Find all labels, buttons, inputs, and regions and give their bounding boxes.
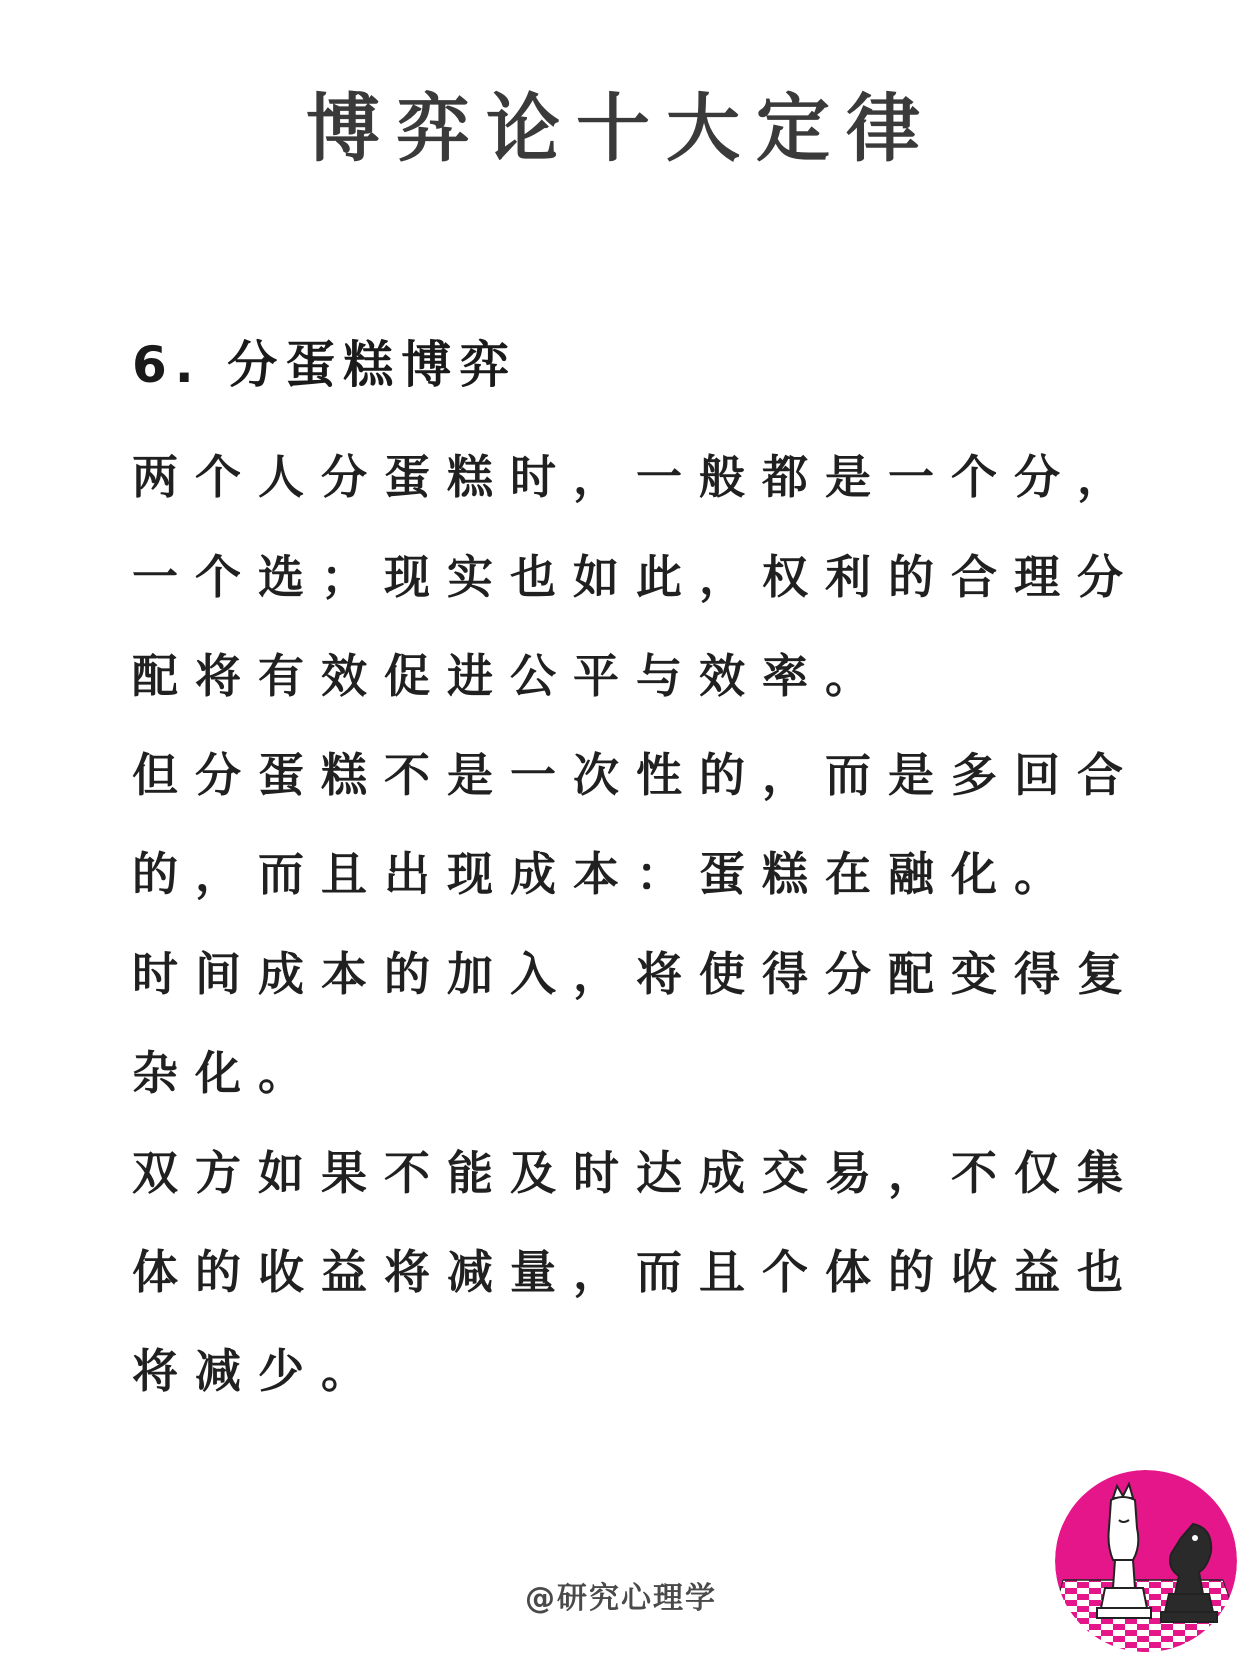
- body-line: 时间成本的加入，将使得分配变得复: [132, 947, 1140, 1001]
- page-title: 博弈论十大定律: [306, 86, 936, 172]
- body-line: 将减少。: [132, 1344, 384, 1398]
- body-line: 配将有效促进公平与效率。: [132, 649, 888, 703]
- body-line: 一个选；现实也如此，权利的合理分: [132, 550, 1140, 604]
- section-heading: 6. 分蛋糕博弈: [132, 336, 518, 394]
- body-line: 杂化。: [132, 1046, 321, 1100]
- chess-pieces-icon: [1053, 1468, 1239, 1654]
- body-line: 的，而且出现成本：蛋糕在融化。: [132, 847, 1077, 901]
- body-line: 体的收益将减量，而且个体的收益也: [132, 1245, 1140, 1299]
- body-line: 双方如果不能及时达成交易，不仅集: [132, 1146, 1140, 1200]
- body-line: 但分蛋糕不是一次性的，而是多回合: [132, 748, 1140, 802]
- author-handle: @研究心理学: [525, 1581, 717, 1616]
- body-line: 两个人分蛋糕时，一般都是一个分，: [132, 450, 1140, 504]
